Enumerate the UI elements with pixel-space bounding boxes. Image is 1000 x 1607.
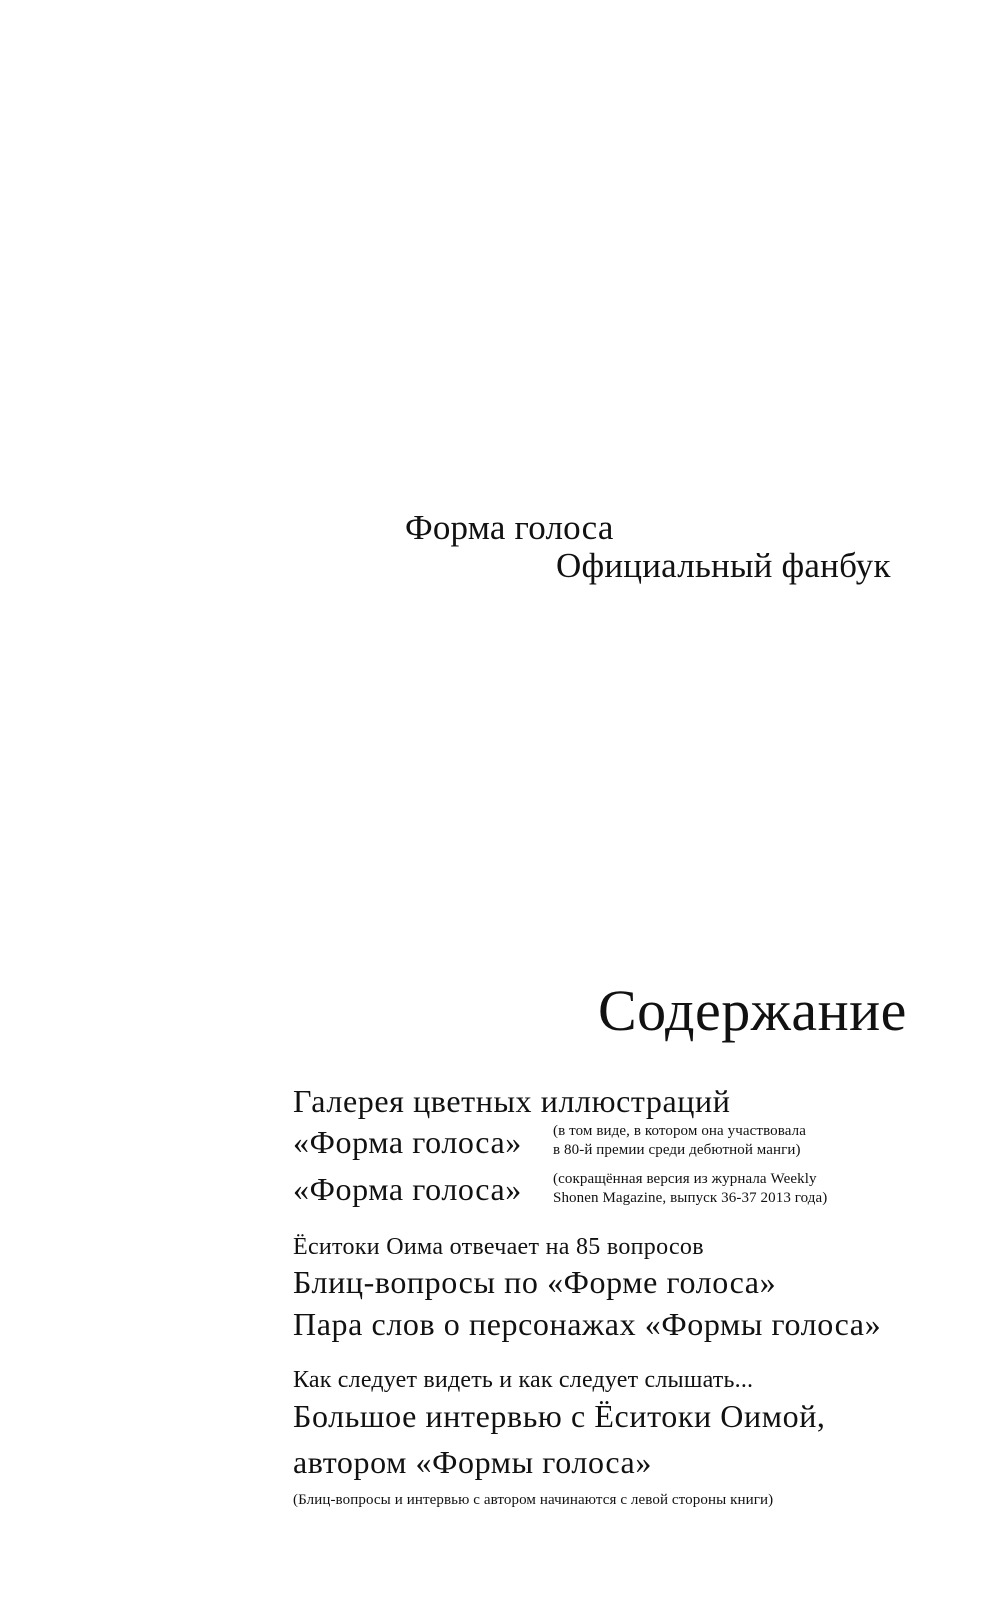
- toc-entry-form-of-voice-1-note-line-1: (в том виде, в котором она участвовала: [553, 1123, 806, 1139]
- toc-entry-gallery: Галерея цветных иллюстраций: [293, 1083, 731, 1119]
- toc-entry-form-of-voice-2: «Форма голоса»: [293, 1171, 522, 1207]
- toc-entry-interview-line-2: автором «Формы голоса»: [293, 1444, 652, 1480]
- toc-entry-form-of-voice-2-note-line-1: (сокращённая версия из журнала Weekly: [553, 1171, 817, 1187]
- toc-bottom-note: (Блиц-вопросы и интервью с автором начинаются с левой стороны книги): [293, 1492, 774, 1508]
- toc-entry-form-of-voice-2-note-line-2: Shonen Magazine, выпуск 36-37 2013 года): [553, 1190, 828, 1206]
- toc-entry-characters: Пара слов о персонажах «Формы голоса»: [293, 1306, 882, 1342]
- toc-entry-85-questions: Ёситоки Оима отвечает на 85 вопросов: [293, 1234, 704, 1260]
- toc-entry-form-of-voice-1-note-line-2: в 80-й премии среди дебютной манги): [553, 1142, 801, 1158]
- contents-heading: Содержание: [598, 978, 907, 1043]
- title-line-2: Официальный фанбук: [556, 546, 891, 585]
- toc-entry-see-and-hear: Как следует видеть и как следует слышать...: [293, 1367, 754, 1393]
- toc-entry-blitz-questions: Блиц-вопросы по «Форме голоса»: [293, 1264, 777, 1300]
- title-line-1: Форма голоса: [405, 508, 614, 547]
- toc-entry-interview-line-1: Большое интервью с Ёситоки Оимой,: [293, 1398, 826, 1434]
- toc-entry-form-of-voice-1: «Форма голоса»: [293, 1124, 522, 1160]
